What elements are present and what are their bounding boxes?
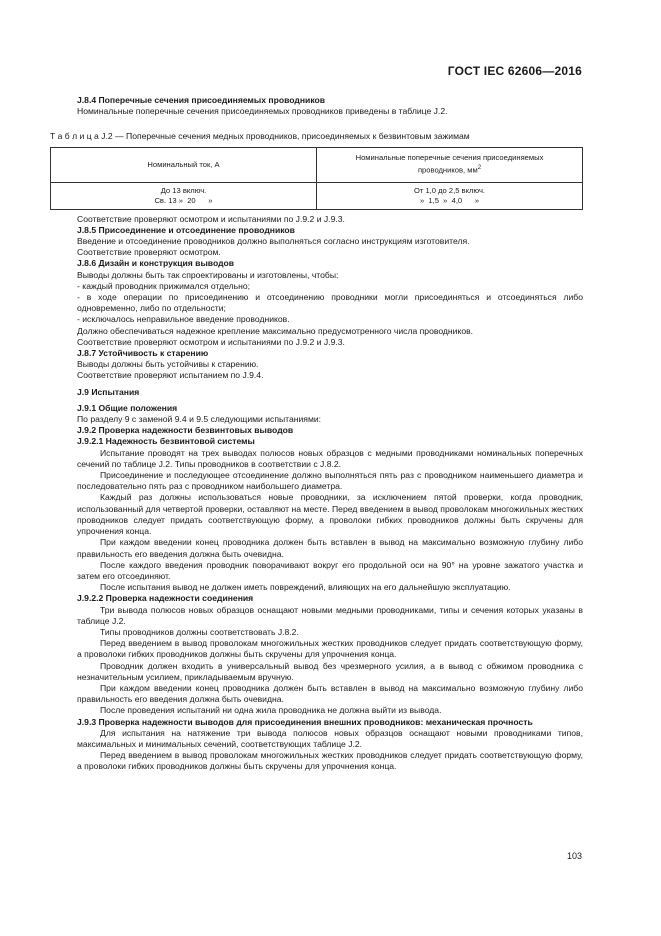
list-item: - исключалось неправильное введение проводников. xyxy=(77,314,290,325)
table-j2 xyxy=(50,147,583,210)
table-header-current: Номинальный ток, А xyxy=(51,147,317,182)
table-cell-section xyxy=(317,182,583,209)
row2-current: Св. 13 » 20 » xyxy=(154,195,213,205)
table-header-section xyxy=(317,147,583,182)
heading-j9: J.9 Испытания xyxy=(77,386,140,397)
text-j85-1: Введение и отсоединение проводников должно выполняться согласно инструкциям изготовителя. xyxy=(77,236,470,247)
paragraph-j922: Три вывода полюсов новых образцов оснащают новыми медными проводниками, типы и сечения которых указаны в таблице J.2. xyxy=(77,604,583,626)
heading-j85: J.8.5 Присоединение и отсоединение проводников xyxy=(77,224,295,235)
text-j87-1: Выводы должны быть устойчивы к старению. xyxy=(77,359,259,370)
text-j86-2: Соответствие проверяют осмотром и испытаниями по J.9.2 и J.9.3. xyxy=(77,336,345,347)
paragraph-j921: После каждого введения проводник поворачивают вокруг его продольной оси на 90° на уровне зажатого участка и затем его отсоединяют. xyxy=(77,559,583,581)
heading-j86: J.8.6 Дизайн и конструкция выводов xyxy=(77,258,235,269)
table-caption: Т а б л и ц а J.2 — Поперечные сечения медных проводников, присоединяемых к безвинтовым зажимам xyxy=(50,131,470,142)
heading-j922: J.9.2.2 Проверка надежности соединения xyxy=(77,593,254,604)
table-header-section-sup: 2 xyxy=(477,165,482,172)
table-header-section-line1: Номинальные поперечные сечения присоединяемых xyxy=(355,153,544,163)
paragraph-j922: После проведения испытаний ни одна жила проводника не должна выйти из вывода. xyxy=(100,705,442,716)
text-j84: Номинальные поперечные сечения присоединяемых проводников приведены в таблице J.2. xyxy=(77,106,448,117)
paragraph-j921: После испытания вывод не должен иметь повреждений, влияющих на его дальнейшую эксплуатацию. xyxy=(100,582,511,593)
text-j86-1: Должно обеспечиваться надежное крепление максимально предусмотренного числа проводников. xyxy=(77,325,474,336)
paragraph-j921: Присоединение и последующее отсоединение должно выполняться пять раз с проводником наименьшего диаметра и последовательно пять раз с проводником наибольшего диаметра. xyxy=(77,470,583,492)
text-j85-2: Соответствие проверяют осмотром. xyxy=(77,247,221,258)
paragraph-j93: Перед введением в вывод проволокам многожильных жестких проводников следует придать соответствующую форму, а проволоки гибких проводников должны быть скручены для упрочнения конца. xyxy=(77,750,583,772)
paragraph-j921: Каждый раз должны использоваться новые проводники, за исключением пятой проверки, когда проводник, использованный для четвертой проверки, оставляют на месте. Перед введением в вывод проволокам многожильных жестких проводников следует придать соответствующую форму, а проволоки гибких проводников должны быть скручены для упрочнения конца. xyxy=(77,492,583,537)
page-content xyxy=(50,95,583,773)
table-cell-current xyxy=(51,182,317,209)
heading-j92: J.9.2 Проверка надежности безвинтовых выводов xyxy=(77,425,294,436)
heading-j93: J.9.3 Проверка надежности выводов для присоединения внешних проводников: механическая прочность xyxy=(77,716,533,727)
paragraph-j922: Проводник должен входить в универсальный вывод без чрезмерного усилия, а в вывод с обжимом проводника с незначительным усилием, прикладываемым вручную. xyxy=(77,660,583,682)
paragraph-j922: При каждом введении конец проводника должен быть вставлен в вывод на максимально возможную глубину либо правильность его введения должна быть очевидна. xyxy=(77,682,583,705)
row1-section: От 1,0 до 2,5 включ. xyxy=(413,185,486,195)
table-header-section-line2: проводников, мм xyxy=(417,165,478,175)
paragraph-j93: Для испытания на натяжение три вывода полюсов новых образцов оснащают новыми проводниками типов, максимальных и минимальных сечений, соответствующих таблице J.2. xyxy=(77,727,583,749)
table-row xyxy=(51,182,583,209)
row1-current: До 13 включ. xyxy=(160,185,207,195)
heading-j921: J.9.2.1 Надежность безвинтовой системы xyxy=(77,436,255,447)
list-item: - каждый проводник прижимался отдельно; xyxy=(77,280,251,291)
paragraph-j922: Типы проводников должны соответствовать J.8.2. xyxy=(100,626,299,637)
text-j86-intro: Выводы должны быть так спроектированы и изготовлены, чтобы: xyxy=(77,269,339,280)
page-number: 103 xyxy=(566,851,582,861)
text-j87-2: Соответствие проверяют испытанием по J.9.4. xyxy=(77,370,264,381)
after-table-text: Соответствие проверяют осмотром и испытаниями по J.9.2 и J.9.3. xyxy=(77,213,345,224)
heading-j91: J.9.1 Общие положения xyxy=(77,402,178,413)
heading-j87: J.8.7 Устойчивость к старению xyxy=(77,348,209,359)
heading-j84: J.8.4 Поперечные сечения присоединяемых проводников xyxy=(77,95,326,105)
table-header-row xyxy=(51,147,583,182)
standard-code: ГОСТ IEC 62606—2016 xyxy=(447,64,582,78)
text-j91: По разделу 9 с заменой 9.4 и 9.5 следующими испытаниями: xyxy=(77,414,322,425)
list-item: - в ходе операции по присоединению и отсоединению проводники могли присоединяться и отсоединяться либо одновременно, либо по отдельности; xyxy=(77,292,583,314)
paragraph-j921: Испытание проводят на трех выводах полюсов новых образцов с медными проводниками номинальных поперечных сечений по таблице J.2. Типы проводников в соответствии с J.8.2. xyxy=(77,447,583,469)
paragraph-j921: При каждом введении конец проводника должен быть вставлен в вывод на максимально возможную глубину либо правильность его введения должна быть очевидна. xyxy=(77,537,583,559)
row2-section: » 1,5 » 4,0 » xyxy=(419,195,480,205)
paragraph-j922: Перед введением в вывод проволокам многожильных жестких проводников следует придать соответствующую форму, а проволоки гибких проводников должны быть скручены для упрочнения конца. xyxy=(77,638,583,660)
